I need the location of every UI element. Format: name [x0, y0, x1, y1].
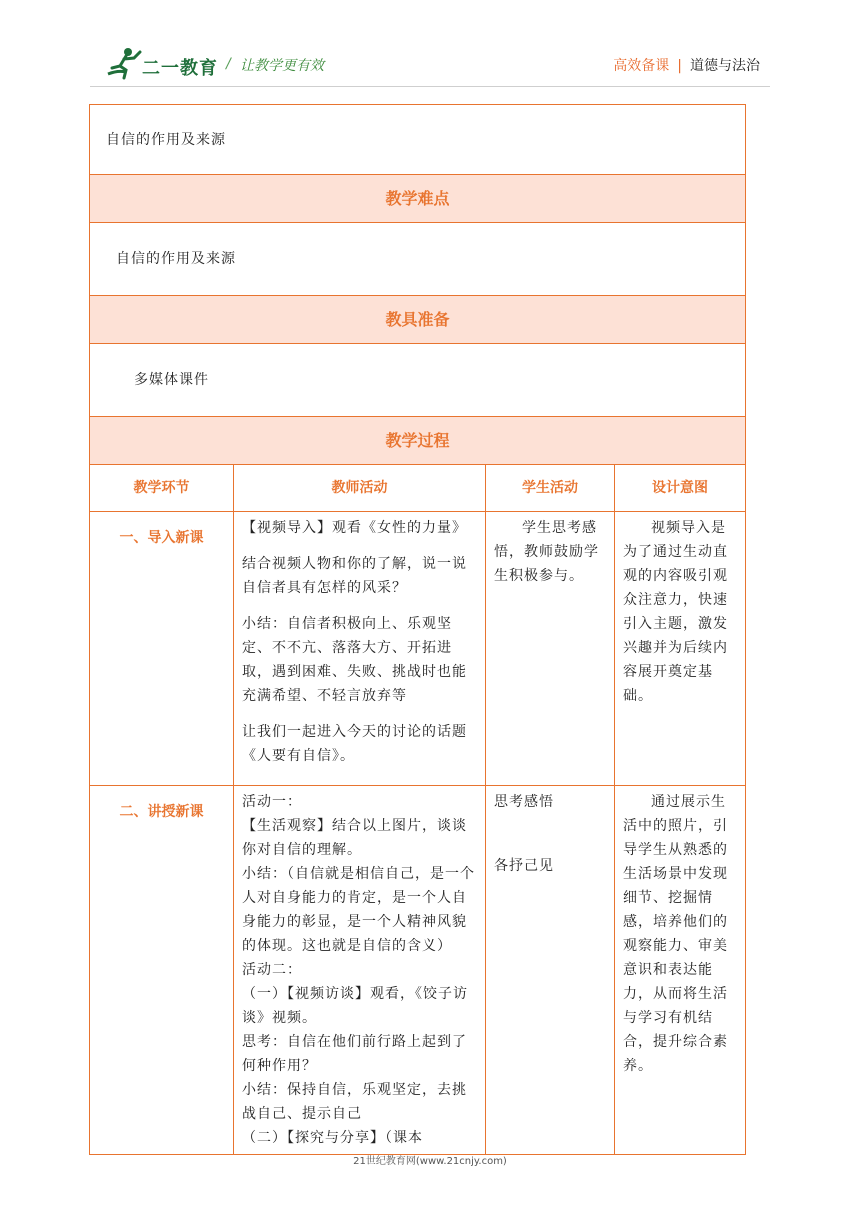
objective-text: 自信的作用及来源 [106, 131, 226, 148]
difficulty-heading: 教学难点 [90, 175, 746, 223]
header-right [613, 55, 760, 75]
teacher-line: 【生活观察】结合以上图片，谈谈你对自信的理解。 [242, 818, 467, 858]
page-header [0, 0, 860, 100]
teacher-line: 思考：自信在他们前行路上起到了何种作用？ [242, 1034, 467, 1074]
column-header: 教学环节 [90, 465, 234, 512]
table-row [90, 786, 746, 1155]
teacher-line: 【视频导入】观看《女性的力量》 [242, 520, 467, 536]
stage-label: 一、导入新课 [119, 530, 204, 546]
teacher-line: 小结：保持自信，乐观坚定，去挑战自己、提示自己 [242, 1082, 467, 1122]
difficulty-heading-row [90, 175, 746, 223]
teacher-activity [234, 786, 485, 1154]
student-line: 思考感悟 [494, 794, 554, 810]
lesson-plan-table [89, 104, 746, 1155]
teacher-line: 让我们一起进入今天的讨论的话题《人要有自信》。 [242, 724, 467, 764]
tools-heading-row [90, 296, 746, 344]
column-header: 设计意图 [615, 465, 746, 512]
column-header: 教师活动 [234, 465, 486, 512]
stage-label: 二、讲授新课 [119, 804, 204, 820]
table-row [90, 512, 746, 786]
objective-row [90, 105, 746, 175]
tagline: 让教学更有效 [240, 58, 324, 74]
design-intent: 视频导入是为了通过生动直观的内容吸引观众注意力，快速引入主题，激发兴趣并为后续内容展开奠定基础。 [623, 520, 728, 704]
difficulty-row [90, 223, 746, 296]
teacher-line: （一）【视频访谈】观看，《饺子访谈》视频。 [242, 986, 468, 1026]
student-line: 各抒己见 [494, 858, 554, 874]
category-label: 高效备课 [613, 58, 670, 74]
student-activity: 学生思考感悟，教师鼓励学生积极参与。 [494, 520, 599, 584]
column-header-row [90, 465, 746, 512]
header-separator: | [677, 58, 682, 74]
subject-label: 道德与法治 [690, 58, 760, 74]
process-heading-row [90, 417, 746, 465]
teacher-line: （二）【探究与分享】（课本 [242, 1130, 423, 1146]
teacher-line: 小结：自信者积极向上、乐观坚定、不不亢、落落大方、开拓进取，遇到困难、失败、挑战时也能充满希望、不轻言放弃等 [242, 616, 467, 704]
difficulty-text: 自信的作用及来源 [116, 251, 236, 267]
column-header: 学生活动 [486, 465, 615, 512]
header-divider [90, 86, 770, 87]
teacher-line: 小结：（自信就是相信自己，是一个人对自身能力的肯定，是一个人自身能力的彰显，是一个人精神风貌的体现。这也就是自信的含义） [242, 866, 475, 954]
teacher-line: 活动二： [242, 962, 302, 978]
header-slash: / [226, 56, 231, 72]
teacher-activity [234, 512, 485, 784]
teacher-line: 活动一： [242, 794, 302, 810]
page-footer: 21世纪教育网(www.21cnjy.com) [353, 1156, 507, 1167]
brand-name: 二一教育 [142, 58, 218, 79]
process-heading: 教学过程 [90, 417, 746, 465]
tools-text: 多媒体课件 [134, 372, 209, 388]
teacher-line: 结合视频人物和你的了解，说一说自信者具有怎样的风采？ [242, 556, 467, 596]
design-intent: 通过展示生活中的照片，引导学生从熟悉的生活场景中发现细节、挖掘情感，培养他们的观察能力、审美意识和表达能力，从而将生活与学习有机结合，提升综合素养。 [623, 794, 728, 1074]
student-activity [486, 786, 614, 882]
tools-heading: 教具准备 [90, 296, 746, 344]
tools-row [90, 344, 746, 417]
logo [104, 44, 234, 84]
runner-logo-icon [104, 44, 146, 80]
